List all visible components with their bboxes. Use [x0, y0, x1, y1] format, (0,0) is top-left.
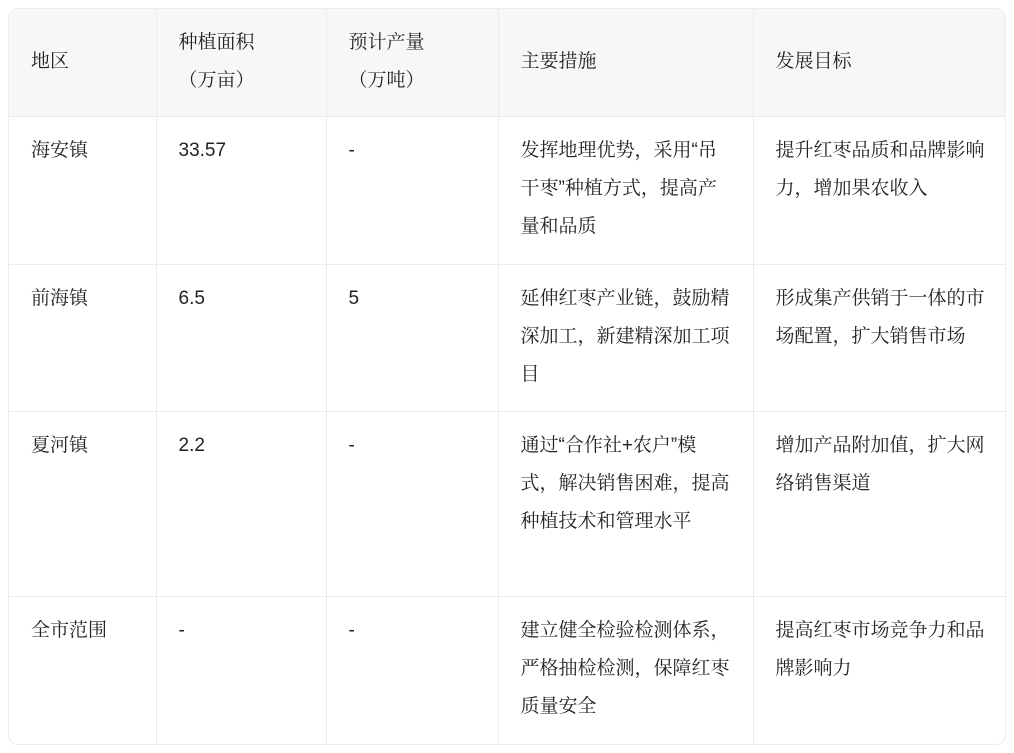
- column-header-area-unit: （万亩）: [178, 70, 255, 92]
- cell-measures: 延伸红枣产业链，鼓励精深加工，新建精深加工项目: [498, 264, 753, 411]
- table-row: [9, 411, 1006, 596]
- table-row: [9, 116, 1006, 264]
- column-header-area: [156, 9, 326, 116]
- cell-measures: 发挥地理优势，采用“吊干枣”种植方式，提高产量和品质: [498, 116, 753, 264]
- cell-yield: -: [326, 596, 498, 745]
- cell-region: 前海镇: [9, 264, 156, 411]
- column-header-yield-unit: （万吨）: [348, 70, 425, 92]
- cell-goal: 提高红枣市场竞争力和品牌影响力: [753, 596, 1006, 745]
- column-header-measures-label: 主要措施: [520, 51, 597, 73]
- cell-area: -: [156, 596, 326, 745]
- cell-region: 全市范围: [9, 596, 156, 745]
- cell-region: 海安镇: [9, 116, 156, 264]
- cell-yield: 5: [326, 264, 498, 411]
- column-header-yield-label: 预计产量: [348, 32, 425, 54]
- cell-measures: 建立健全检验检测体系，严格抽检检测，保障红枣质量安全: [498, 596, 753, 745]
- column-header-area-label: 种植面积: [178, 32, 255, 54]
- column-header-region: [9, 9, 156, 116]
- cell-yield: -: [326, 411, 498, 596]
- cell-region: 夏河镇: [9, 411, 156, 596]
- table-row: [9, 264, 1006, 411]
- cell-measures: 通过“合作社+农户”模式，解决销售困难，提高种植技术和管理水平: [498, 411, 753, 596]
- column-header-goal: [753, 9, 1006, 116]
- cell-area: 33.57: [156, 116, 326, 264]
- cell-yield: -: [326, 116, 498, 264]
- cell-goal: 提升红枣品质和品牌影响力，增加果农收入: [753, 116, 1006, 264]
- table-row: [9, 596, 1006, 745]
- header-row: [9, 9, 1006, 116]
- table-header: [9, 9, 1006, 116]
- column-header-measures: [498, 9, 753, 116]
- cell-goal: 增加产品附加值，扩大网络销售渠道: [753, 411, 1006, 596]
- column-header-region-label: 地区: [31, 51, 70, 73]
- cell-area: 2.2: [156, 411, 326, 596]
- regions-table-container: [8, 8, 1006, 745]
- regions-table: [9, 9, 1006, 745]
- cell-area: 6.5: [156, 264, 326, 411]
- column-header-goal-label: 发展目标: [775, 51, 852, 73]
- table-body: [9, 116, 1006, 745]
- column-header-yield: [326, 9, 498, 116]
- cell-goal: 形成集产供销于一体的市场配置，扩大销售市场: [753, 264, 1006, 411]
